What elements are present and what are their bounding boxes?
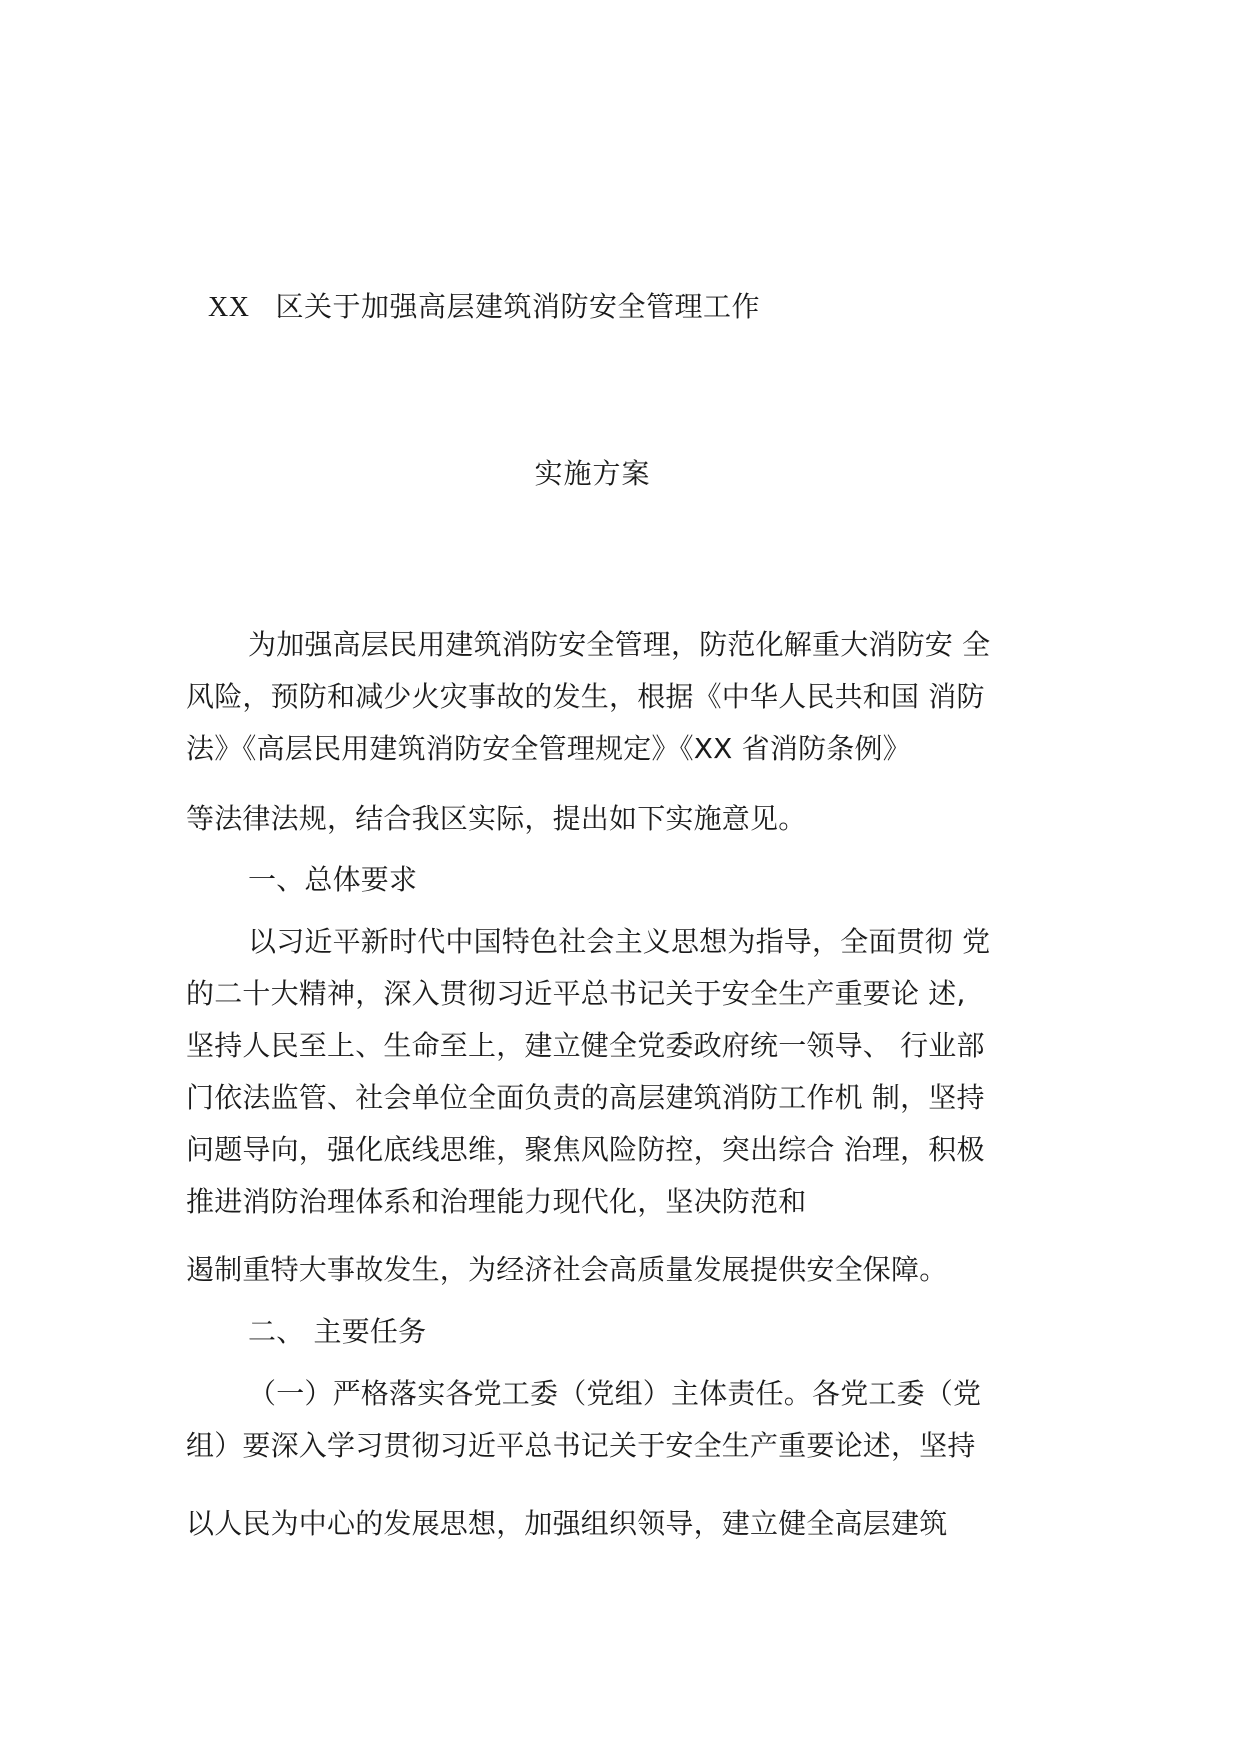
document-title-line1 [208,285,760,325]
section2-line: 组）要深入学习贯彻习近平总书记关于安全生产重要论述，坚持 [186,1429,976,1462]
section2-line: （一）严格落实各党工委（党组）主体责任。各党工委（党 [248,1377,982,1410]
intro-line: 等法律法规，结合我区实际，提出如下实施意见。 [186,802,807,835]
section1-line: 的二十大精神，深入贯彻习近平总书记关于安全生产重要论 述, [186,977,966,1010]
intro-line: 风险，预防和减少火灾事故的发生，根据《中华人民共和国 消防 [186,680,985,713]
section1-line: 门依法监管、社会单位全面负责的高层建筑消防工作机 制，坚持 [186,1081,985,1114]
title-main: 区关于加强高层建筑消防安全管理工作 [275,290,760,323]
section1-line: 遏制重特大事故发生，为经济社会高质量发展提供安全保障。 [186,1253,948,1286]
section-heading: 一、总体要求 [248,863,418,896]
section1-line: 问题导向，强化底线思维，聚焦风险防控，突出综合 治理，积极 [186,1133,985,1166]
section2-line: 以人民为中心的发展思想，加强组织领导，建立健全高层建筑 [186,1507,948,1540]
title-prefix: XX [208,292,250,323]
section1-line: 推进消防治理体系和治理能力现代化，坚决防范和 [186,1185,807,1218]
intro-line: 法》《高层民用建筑消防安全管理规定》《XX 省消防条例》 [186,732,911,765]
section1-line: 坚持人民至上、生命至上，建立健全党委政府统一领导、 行业部 [186,1029,985,1062]
intro-line: 为加强高层民用建筑消防安全管理，防范化解重大消防安 全 [248,628,991,661]
section-heading: 二、 主要任务 [248,1315,427,1348]
document-title-line2: 实施方案 [534,457,651,490]
section1-line: 以习近平新时代中国特色社会主义思想为指导，全面贯彻 党 [248,925,991,958]
